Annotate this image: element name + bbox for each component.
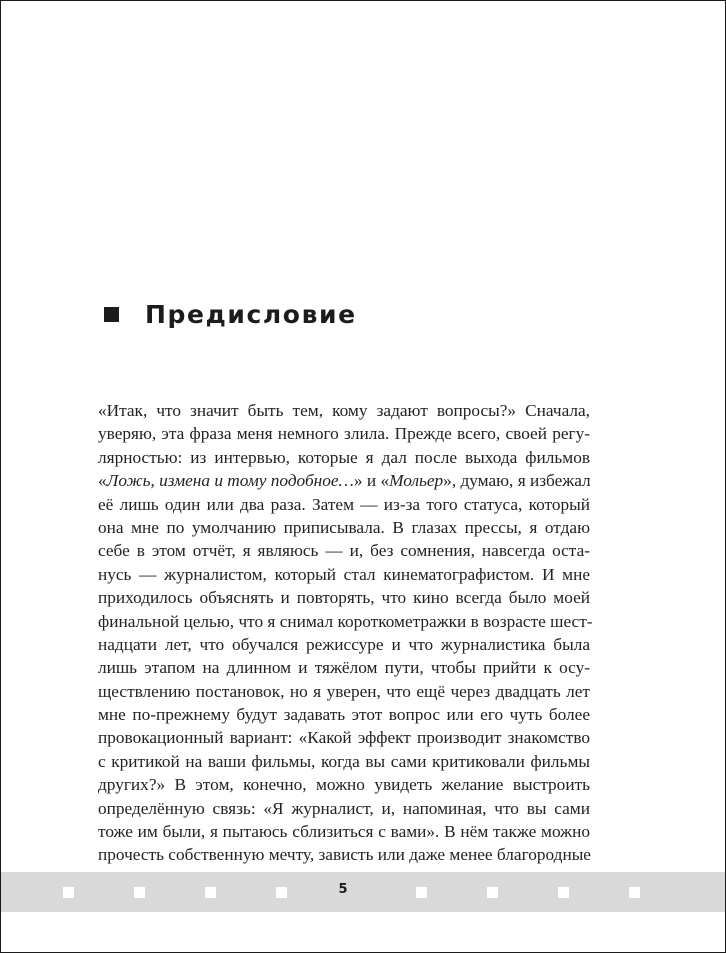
text-line: нусь — журналистом, который стал кинематографистом. И мне [98,564,590,584]
chapter-title: Предисловие [145,299,357,329]
text-line: лишь этапом на длинном и тяжёлом пути, чтобы прийти к осу- [98,658,590,678]
text-line: надцати лет, что обучался режиссуре и что журналистика была [98,634,590,654]
footer-square-icon [134,887,145,898]
text-line: приходилось объяснять и повторять, что кино всегда было моей [98,588,590,608]
text-line: провокационный вариант: «Какой эффект производит знакомство [98,728,590,748]
italic-title: Мольер [389,471,444,491]
footer-square-icon [276,887,287,898]
text-line: её лишь один или два раза. Затем — из-за того статуса, который [98,494,590,514]
footer-square-icon [629,887,640,898]
text-line: лярностью: из интервью, которые я дал после выхода фильмов [98,447,590,467]
page-footer [1,872,725,912]
text-line: финальной целью, что я снимал короткометражки в возрасте шест- [98,611,593,631]
text-line: других?» В этом, конечно, можно увидеть желание выстроить [98,775,590,795]
footer-square-icon [558,887,569,898]
square-bullet-icon [104,307,119,322]
text-line: себе в этом отчёт, я являюсь — и, без сомнения, навсегда оста- [98,541,590,561]
body-paragraph [98,399,593,867]
chapter-heading [104,294,357,334]
text-line: «Итак, что значит быть тем, кому задают вопросы?» Сначала, [98,401,590,420]
text-line: мне по-прежнему будут задавать этот вопрос или его чуть более [98,705,590,725]
text-line: она мне по умолчанию приписывала. В глазах прессы, я отдаю [98,517,590,537]
text-line: определённую связь: «Я журналист, и, напоминая, что вы сами [98,798,590,818]
text-line: уверяю, эта фраза меня немного злила. Прежде всего, своей регу- [98,424,590,444]
italic-title: Ложь, измена и тому подобное… [106,471,354,491]
footer-square-icon [205,887,216,898]
text-line: прочесть собственную мечту, зависть или даже менее благородные [98,845,591,865]
page-number: 5 [338,882,348,897]
footer-square-icon [487,887,498,898]
footer-square-icon [63,887,74,898]
footer-square-icon [416,887,427,898]
text-line: «Ложь, измена и тому подобное…» и «Мольер», думаю, я избежал [98,471,591,491]
text-line: тоже им были, я пытаюсь сблизиться с вами». В нём также можно [98,822,590,842]
text-line: ществлению постановок, но я уверен, что ещё через двадцать лет [98,681,590,701]
text-line: с критикой на ваши фильмы, когда вы сами критиковали фильмы [98,751,590,771]
